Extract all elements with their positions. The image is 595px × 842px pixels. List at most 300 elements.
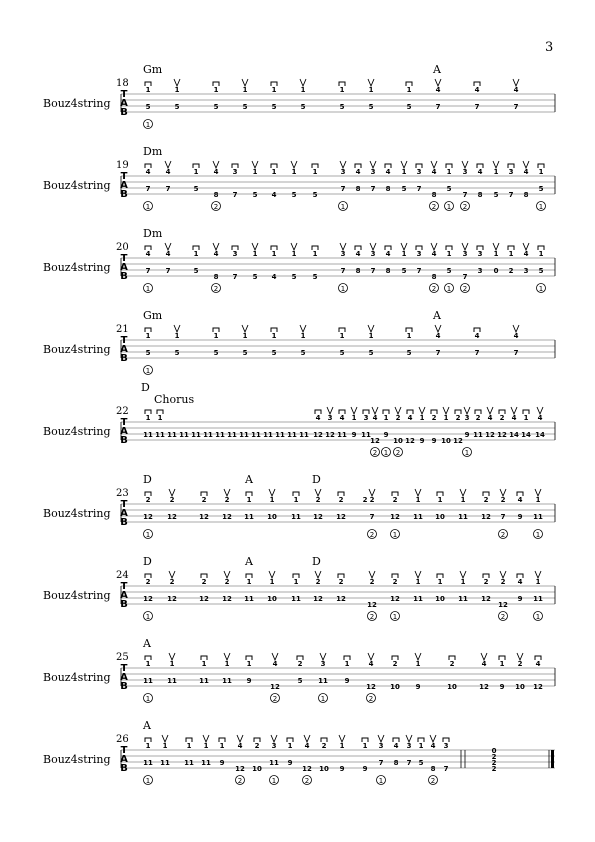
fret-number: 1 xyxy=(406,332,412,340)
fret-number: 3 xyxy=(232,168,238,176)
upstroke-mark xyxy=(320,653,326,660)
fret-number: 5 xyxy=(242,103,248,111)
string-number: 2 xyxy=(372,449,378,457)
fret-number: 5 xyxy=(538,185,544,193)
fret-number: 1 xyxy=(246,496,252,504)
fret-number: 7 xyxy=(370,185,376,193)
fret-number: 10 xyxy=(267,513,277,521)
fret-number: 4 xyxy=(513,86,519,94)
string-number: 2 xyxy=(462,203,468,211)
instrument-name: Bouz4string xyxy=(43,179,111,192)
chord-label: Chorus xyxy=(154,393,195,406)
fret-number: 4 xyxy=(237,742,243,750)
fret-number: 12 xyxy=(405,437,415,445)
measure-number: 18 xyxy=(116,78,129,89)
fret-number: 10 xyxy=(447,683,457,691)
fret-number: 4 xyxy=(435,86,441,94)
fret-number: 10 xyxy=(435,513,445,521)
fret-number: 12 xyxy=(167,513,177,521)
upstroke-mark xyxy=(401,161,407,168)
upstroke-mark xyxy=(162,735,168,742)
fret-number: 1 xyxy=(419,414,425,422)
fret-number: 2 xyxy=(369,578,375,586)
fret-number: 11 xyxy=(203,431,213,439)
string-number: 2 xyxy=(368,695,374,703)
tab-clef-b: B xyxy=(120,189,128,200)
fret-number: 1 xyxy=(362,742,368,750)
upstroke-mark xyxy=(535,571,541,578)
string-number: 1 xyxy=(340,285,346,293)
tab-clef-b: B xyxy=(120,763,128,774)
tab-clef-t: T xyxy=(120,581,128,592)
fret-number: 11 xyxy=(167,677,177,685)
tab-clef-a: A xyxy=(120,754,128,765)
upstroke-mark xyxy=(415,571,421,578)
fret-number: 14 xyxy=(535,431,545,439)
fret-number: 5 xyxy=(493,191,499,199)
string-number: 1 xyxy=(145,531,151,539)
tab-clef-a: A xyxy=(120,262,128,273)
fret-number: 2 xyxy=(449,660,455,668)
string-number: 1 xyxy=(145,121,151,129)
fret-number: 11 xyxy=(143,431,153,439)
tab-clef-b: B xyxy=(120,517,128,528)
fret-number: 2 xyxy=(392,496,398,504)
fret-number: 7 xyxy=(435,349,441,357)
fret-number: 11 xyxy=(160,759,170,767)
upstroke-mark xyxy=(242,79,248,86)
fret-number: 5 xyxy=(300,349,306,357)
fret-number: 4 xyxy=(145,250,151,258)
upstroke-mark xyxy=(443,407,449,414)
fret-number: 1 xyxy=(213,332,219,340)
fret-number: 11 xyxy=(201,759,211,767)
fret-number: 11 xyxy=(215,431,225,439)
upstroke-mark xyxy=(224,489,230,496)
upstroke-mark xyxy=(430,735,436,742)
upstroke-mark xyxy=(460,571,466,578)
fret-number: 5 xyxy=(312,191,318,199)
upstroke-mark xyxy=(431,243,437,250)
fret-number: 1 xyxy=(219,742,225,750)
fret-number: 4 xyxy=(513,332,519,340)
fret-number: 1 xyxy=(213,86,219,94)
fret-number: 2 xyxy=(169,496,175,504)
instrument-name: Bouz4string xyxy=(43,671,111,684)
tab-clef-a: A xyxy=(120,426,128,437)
fret-number: 12 xyxy=(199,513,209,521)
fret-number: 12 xyxy=(390,595,400,603)
fret-number: 11 xyxy=(533,595,543,603)
fret-number: 4 xyxy=(304,742,310,750)
fret-number: 7 xyxy=(165,185,171,193)
fret-number: 1 xyxy=(271,332,277,340)
fret-number: 1 xyxy=(446,250,452,258)
fret-number: 2 xyxy=(145,496,151,504)
upstroke-mark xyxy=(351,407,357,414)
fret-number: 1 xyxy=(339,742,345,750)
fret-number: 7 xyxy=(500,513,506,521)
fret-number: 4 xyxy=(165,168,171,176)
fret-number: 2 xyxy=(224,578,230,586)
tab-clef-a: A xyxy=(120,508,128,519)
upstroke-mark xyxy=(252,243,258,250)
string-number: 2 xyxy=(369,531,375,539)
fret-number: 12 xyxy=(302,765,312,773)
fret-number: 1 xyxy=(300,86,306,94)
fret-number: 4 xyxy=(315,414,321,422)
instrument-name: Bouz4string xyxy=(43,425,111,438)
fret-number: 3 xyxy=(464,414,470,422)
fret-number: 1 xyxy=(246,660,252,668)
fret-number: 2 xyxy=(169,578,175,586)
fret-number: 1 xyxy=(145,742,151,750)
string-number: 1 xyxy=(446,203,452,211)
fret-number: 5 xyxy=(538,267,544,275)
upstroke-mark xyxy=(535,489,541,496)
fret-number: 3 xyxy=(416,250,422,258)
fret-number: 3 xyxy=(378,742,384,750)
measure-number: 21 xyxy=(116,324,129,335)
final-barline-thick xyxy=(551,750,554,768)
fret-number: 9 xyxy=(339,765,345,773)
fret-number: 5 xyxy=(300,103,306,111)
upstroke-mark xyxy=(370,243,376,250)
fret-number: 1 xyxy=(271,86,277,94)
upstroke-mark xyxy=(300,325,306,332)
fret-number: 8 xyxy=(355,185,361,193)
upstroke-mark xyxy=(291,161,297,168)
fret-number: 2 xyxy=(224,496,230,504)
string-number: 1 xyxy=(392,531,398,539)
chord-label: Dm xyxy=(143,227,163,240)
fret-number: 2 xyxy=(431,414,437,422)
fret-number: 1 xyxy=(312,168,318,176)
fret-number: 5 xyxy=(193,267,199,275)
upstroke-mark xyxy=(487,407,493,414)
tab-clef-a: A xyxy=(120,344,128,355)
tab-clef-b: B xyxy=(120,271,128,282)
fret-number: 7 xyxy=(513,349,519,357)
fret-number: 3 xyxy=(340,250,346,258)
fret-number: 3 xyxy=(370,250,376,258)
fret-number: 1 xyxy=(293,578,299,586)
fret-number: 11 xyxy=(227,431,237,439)
fret-number: 12 xyxy=(453,437,463,445)
upstroke-mark xyxy=(517,653,523,660)
fret-number: 7 xyxy=(508,191,514,199)
fret-number: 10 xyxy=(319,765,329,773)
fret-number: 4 xyxy=(372,414,378,422)
tab-clef-a: A xyxy=(120,672,128,683)
upstroke-mark xyxy=(378,735,384,742)
fret-number: 12 xyxy=(498,601,508,609)
fret-number: 8 xyxy=(523,191,529,199)
fret-number: 1 xyxy=(287,742,293,750)
chord-label: A xyxy=(245,473,253,486)
fret-number: 5 xyxy=(446,267,452,275)
upstroke-mark xyxy=(224,571,230,578)
upstroke-mark xyxy=(174,79,180,86)
fret-number: 1 xyxy=(293,496,299,504)
string-number: 2 xyxy=(213,203,219,211)
fret-number: 11 xyxy=(533,513,543,521)
string-number: 1 xyxy=(145,203,151,211)
fret-number: 1 xyxy=(535,578,541,586)
upstroke-mark xyxy=(242,325,248,332)
fret-number: 2 xyxy=(145,578,151,586)
upstroke-mark xyxy=(500,571,506,578)
fret-number: 0 xyxy=(491,747,497,755)
upstroke-mark xyxy=(372,407,378,414)
fret-number: 4 xyxy=(165,250,171,258)
upstroke-mark xyxy=(213,243,219,250)
fret-number: 11 xyxy=(413,513,423,521)
fret-number: 2 xyxy=(483,496,489,504)
fret-number: 1 xyxy=(401,168,407,176)
fret-number: 9 xyxy=(517,595,523,603)
upstroke-mark xyxy=(435,79,441,86)
string-number: 1 xyxy=(145,777,151,785)
fret-number: 5 xyxy=(401,185,407,193)
tab-clef-b: B xyxy=(120,599,128,610)
fret-number: 9 xyxy=(246,677,252,685)
fret-number: 4 xyxy=(271,273,277,281)
fret-number: 8 xyxy=(213,273,219,281)
fret-number: 9 xyxy=(351,431,357,439)
fret-number: 7 xyxy=(474,103,480,111)
fret-number: 4 xyxy=(517,496,523,504)
fret-number: 11 xyxy=(244,513,254,521)
fret-number: 4 xyxy=(523,168,529,176)
string-number: 1 xyxy=(535,613,541,621)
fret-number: 11 xyxy=(222,677,232,685)
fret-number: 1 xyxy=(437,496,443,504)
fret-number: 11 xyxy=(291,595,301,603)
fret-number: 9 xyxy=(419,437,425,445)
fret-number: 1 xyxy=(157,414,163,422)
fret-number: 12 xyxy=(325,431,335,439)
fret-number: 8 xyxy=(385,185,391,193)
fret-number: 3 xyxy=(232,250,238,258)
fret-number: 3 xyxy=(523,267,529,275)
fret-number: 2 xyxy=(500,496,506,504)
upstroke-mark xyxy=(460,489,466,496)
string-number: 2 xyxy=(500,531,506,539)
string-number: 2 xyxy=(462,285,468,293)
fret-number: 12 xyxy=(167,595,177,603)
fret-number: 1 xyxy=(523,414,529,422)
fret-number: 12 xyxy=(367,601,377,609)
fret-number: 1 xyxy=(460,578,466,586)
fret-number: 1 xyxy=(174,86,180,94)
fret-number: 3 xyxy=(443,742,449,750)
upstroke-mark xyxy=(339,735,345,742)
fret-number: 1 xyxy=(351,414,357,422)
fret-number: 1 xyxy=(201,660,207,668)
fret-number: 0 xyxy=(493,267,499,275)
fret-number: 1 xyxy=(493,168,499,176)
fret-number: 12 xyxy=(481,595,491,603)
fret-number: 5 xyxy=(271,349,277,357)
fret-number: 1 xyxy=(344,660,350,668)
upstroke-mark xyxy=(481,653,487,660)
upstroke-mark xyxy=(271,735,277,742)
chord-label: A xyxy=(433,309,441,322)
upstroke-mark xyxy=(493,243,499,250)
fret-number: 11 xyxy=(458,595,468,603)
fret-number: 3 xyxy=(477,250,483,258)
tab-clef-a: A xyxy=(120,98,128,109)
fret-number: 3 xyxy=(406,742,412,750)
tab-clef-b: B xyxy=(120,353,128,364)
instrument-name: Bouz4string xyxy=(43,753,111,766)
upstroke-mark xyxy=(462,161,468,168)
fret-number: 9 xyxy=(431,437,437,445)
fret-number: 5 xyxy=(252,273,258,281)
upstroke-mark xyxy=(368,325,374,332)
fret-number: 1 xyxy=(193,250,199,258)
fret-number: 12 xyxy=(143,513,153,521)
fret-number: 12 xyxy=(485,431,495,439)
fret-number: 1 xyxy=(493,250,499,258)
measure-number: 20 xyxy=(116,242,129,253)
fret-number: 1 xyxy=(246,578,252,586)
upstroke-mark xyxy=(174,325,180,332)
fret-number: 11 xyxy=(143,677,153,685)
fret-number: 2 xyxy=(315,578,321,586)
fret-number: 7 xyxy=(378,759,384,767)
fret-number: 1 xyxy=(145,86,151,94)
fret-number: 1 xyxy=(415,660,421,668)
fret-number: 11 xyxy=(191,431,201,439)
upstroke-mark xyxy=(369,489,375,496)
fret-number: 2 xyxy=(338,496,344,504)
measure-number: 24 xyxy=(116,570,129,581)
fret-number: 3 xyxy=(462,250,468,258)
upstroke-mark xyxy=(419,407,425,414)
tab-clef-b: B xyxy=(120,681,128,692)
string-number: 2 xyxy=(431,203,437,211)
fret-number: 1 xyxy=(535,496,541,504)
fret-number: 3 xyxy=(340,168,346,176)
chord-label: D xyxy=(143,555,152,568)
fret-number: 1 xyxy=(145,332,151,340)
fret-number: 1 xyxy=(271,168,277,176)
fret-number: 3 xyxy=(508,168,514,176)
fret-number: 1 xyxy=(437,578,443,586)
fret-number: 1 xyxy=(443,414,449,422)
fret-number: 11 xyxy=(337,431,347,439)
instrument-name: Bouz4string xyxy=(43,507,111,520)
fret-number: 2 xyxy=(254,742,260,750)
fret-number: 14 xyxy=(509,431,519,439)
fret-number: 7 xyxy=(369,513,375,521)
upstroke-mark xyxy=(513,79,519,86)
fret-number: 11 xyxy=(251,431,261,439)
fret-number: 5 xyxy=(406,103,412,111)
fret-number: 11 xyxy=(413,595,423,603)
fret-number: 1 xyxy=(186,742,192,750)
fret-number: 4 xyxy=(511,414,517,422)
fret-number: 10 xyxy=(441,437,451,445)
fret-number: 4 xyxy=(339,414,345,422)
fret-number: 4 xyxy=(385,250,391,258)
fret-number: 2 xyxy=(315,496,321,504)
measure-number: 19 xyxy=(116,160,129,171)
fret-number: 5 xyxy=(271,103,277,111)
tab-clef-b: B xyxy=(120,435,128,446)
upstroke-mark xyxy=(169,653,175,660)
upstroke-mark xyxy=(464,407,470,414)
fret-number: 7 xyxy=(340,185,346,193)
fret-number: 8 xyxy=(431,191,437,199)
fret-number: 7 xyxy=(340,267,346,275)
fret-number: 1 xyxy=(368,86,374,94)
fret-number: 1 xyxy=(145,414,151,422)
tab-clef-t: T xyxy=(120,89,128,100)
upstroke-mark xyxy=(315,489,321,496)
chord-label: D xyxy=(312,555,321,568)
fret-number: 12 xyxy=(479,683,489,691)
fret-number: 4 xyxy=(145,168,151,176)
upstroke-mark xyxy=(401,243,407,250)
fret-number: 9 xyxy=(383,431,389,439)
fret-number: 11 xyxy=(269,759,279,767)
fret-number: 1 xyxy=(383,414,389,422)
fret-number: 9 xyxy=(464,431,470,439)
fret-number: 9 xyxy=(344,677,350,685)
fret-number: 1 xyxy=(271,250,277,258)
fret-number: 1 xyxy=(300,332,306,340)
fret-number: 3 xyxy=(320,660,326,668)
fret-number: 12 xyxy=(313,595,323,603)
fret-number: 5 xyxy=(368,349,374,357)
fret-number: 2 xyxy=(362,496,368,504)
fret-number: 5 xyxy=(401,267,407,275)
fret-number: 5 xyxy=(213,349,219,357)
fret-number: 11 xyxy=(143,759,153,767)
fret-number: 5 xyxy=(339,103,345,111)
fret-number: 12 xyxy=(143,595,153,603)
upstroke-mark xyxy=(370,161,376,168)
fret-number: 1 xyxy=(252,168,258,176)
fret-number: 2 xyxy=(369,496,375,504)
fret-number: 1 xyxy=(418,742,424,750)
fret-number: 2 xyxy=(455,414,461,422)
fret-number: 5 xyxy=(174,349,180,357)
fret-number: 1 xyxy=(269,496,275,504)
fret-number: 4 xyxy=(355,250,361,258)
fret-number: 1 xyxy=(162,742,168,750)
fret-number: 4 xyxy=(385,168,391,176)
fret-number: 5 xyxy=(368,103,374,111)
upstroke-mark xyxy=(224,653,230,660)
upstroke-mark xyxy=(431,161,437,168)
fret-number: 2 xyxy=(475,414,481,422)
fret-number: 11 xyxy=(361,431,371,439)
fret-number: 5 xyxy=(193,185,199,193)
fret-number: 1 xyxy=(291,250,297,258)
fret-number: 14 xyxy=(521,431,531,439)
fret-number: 7 xyxy=(416,185,422,193)
string-number: 2 xyxy=(272,695,278,703)
fret-number: 11 xyxy=(299,431,309,439)
upstroke-mark xyxy=(415,489,421,496)
fret-number: 4 xyxy=(474,86,480,94)
upstroke-mark xyxy=(169,571,175,578)
fret-number: 5 xyxy=(145,103,151,111)
